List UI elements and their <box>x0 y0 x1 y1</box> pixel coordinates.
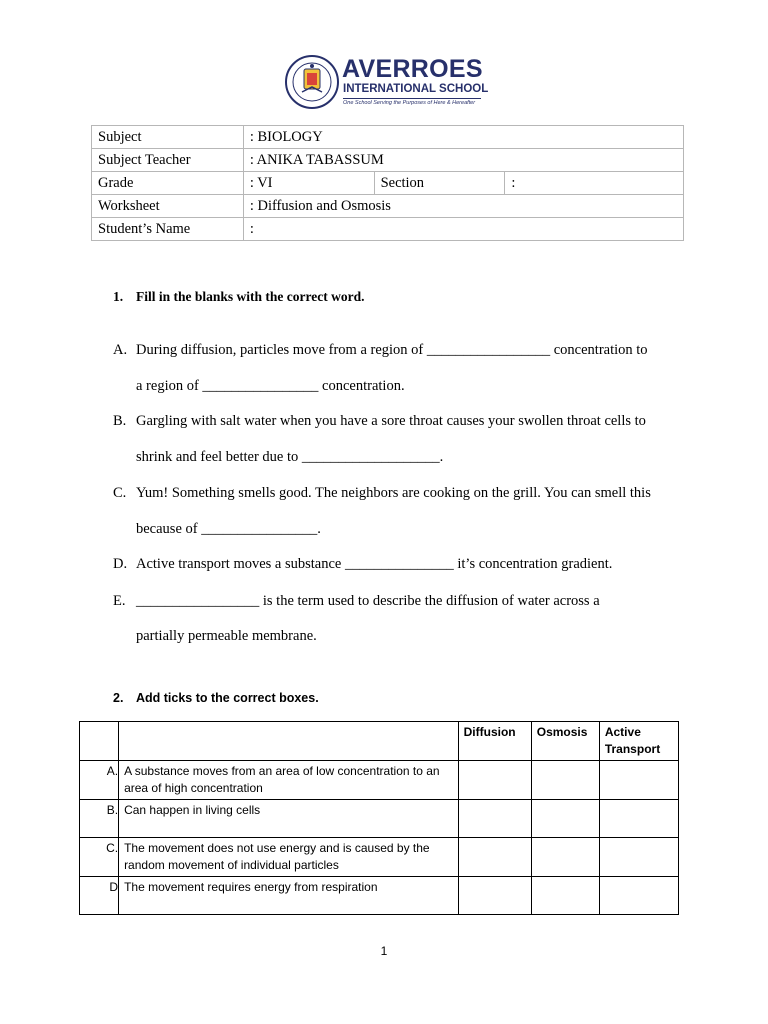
question-1-number: 1. <box>113 289 124 304</box>
table-row <box>80 800 679 838</box>
header-diffusion: Diffusion <box>458 722 531 761</box>
question-1a-line-1[interactable]: During diffusion, particles move from a region of _________________ concentration to <box>136 342 648 358</box>
grade-value[interactable]: : VI <box>243 172 374 195</box>
row-label: C. <box>80 838 119 877</box>
question-1-item-letter: C. <box>113 485 127 501</box>
question-2-number: 2. <box>113 691 124 705</box>
tick-box-active-transport[interactable] <box>599 800 678 838</box>
tick-box-diffusion[interactable] <box>458 877 531 915</box>
info-row-worksheet <box>92 195 684 218</box>
question-1d-line-1[interactable]: Active transport moves a substance _______________ it’s concentration gradient. <box>136 556 613 572</box>
school-subtitle: INTERNATIONAL SCHOOL <box>343 83 489 95</box>
question-1-item-letter: A. <box>113 342 128 358</box>
header-cell-statement <box>119 722 459 761</box>
question-2-title: Add ticks to the correct boxes. <box>136 691 319 705</box>
worksheet-label: Worksheet <box>92 195 244 218</box>
question-1-item-letter: E. <box>113 593 126 609</box>
question-1-title: Fill in the blanks with the correct word. <box>136 289 365 304</box>
row-statement: A substance moves from an area of low concentration to an area of high concentration <box>119 761 459 800</box>
school-crest-icon <box>284 54 340 110</box>
question-1e-line-1[interactable]: _________________ is the term used to describe the diffusion of water across a <box>136 593 600 609</box>
section-value[interactable]: : <box>505 172 684 195</box>
teacher-value[interactable]: : ANIKA TABASSUM <box>243 149 683 172</box>
worksheet-info-table <box>91 125 684 241</box>
school-name: AVERROES <box>342 55 483 83</box>
row-label: D <box>80 877 119 915</box>
question-1a-line-2[interactable]: a region of ________________ concentration. <box>136 378 405 394</box>
info-row-subject <box>92 126 684 149</box>
tick-box-osmosis[interactable] <box>531 838 599 877</box>
row-statement: Can happen in living cells <box>119 800 459 838</box>
row-label: B. <box>80 800 119 838</box>
student-name-label: Student’s Name <box>92 218 244 241</box>
question-1c-line-1[interactable]: Yum! Something smells good. The neighbors are cooking on the grill. You can smell this <box>136 485 651 501</box>
school-logo <box>284 54 494 112</box>
tick-box-diffusion[interactable] <box>458 838 531 877</box>
tick-box-osmosis[interactable] <box>531 800 599 838</box>
question-1-item-letter: D. <box>113 556 128 572</box>
info-row-grade <box>92 172 684 195</box>
question-1c-line-2[interactable]: because of ________________. <box>136 521 321 537</box>
school-tagline: One School Serving the Purposes of Here & Hereafter <box>343 100 476 106</box>
question-1b-line-2[interactable]: shrink and feel better due to ___________________. <box>136 449 444 465</box>
section-label: Section <box>374 172 505 195</box>
subject-value[interactable]: : BIOLOGY <box>243 126 683 149</box>
student-name-value[interactable]: : <box>243 218 683 241</box>
header-cell-empty <box>80 722 119 761</box>
table-row <box>80 838 679 877</box>
tick-box-osmosis[interactable] <box>531 761 599 800</box>
tick-table-header-row <box>80 722 679 761</box>
tick-table <box>79 721 679 915</box>
tick-box-diffusion[interactable] <box>458 800 531 838</box>
teacher-label: Subject Teacher <box>92 149 244 172</box>
row-label: A. <box>80 761 119 800</box>
header-osmosis: Osmosis <box>531 722 599 761</box>
tick-box-active-transport[interactable] <box>599 838 678 877</box>
grade-label: Grade <box>92 172 244 195</box>
tick-box-osmosis[interactable] <box>531 877 599 915</box>
table-row <box>80 761 679 800</box>
tick-box-active-transport[interactable] <box>599 761 678 800</box>
info-row-student <box>92 218 684 241</box>
table-row <box>80 877 679 915</box>
info-row-teacher <box>92 149 684 172</box>
question-1-item-letter: B. <box>113 413 127 429</box>
subject-label: Subject <box>92 126 244 149</box>
worksheet-value[interactable]: : Diffusion and Osmosis <box>243 195 683 218</box>
tick-box-active-transport[interactable] <box>599 877 678 915</box>
row-statement: The movement does not use energy and is caused by the random movement of individual particles <box>119 838 459 877</box>
tick-box-diffusion[interactable] <box>458 761 531 800</box>
question-1b-line-1[interactable]: Gargling with salt water when you have a sore throat causes your swollen throat cells to <box>136 413 646 429</box>
page-number: 1 <box>380 944 388 958</box>
question-1e-line-2: partially permeable membrane. <box>136 628 317 644</box>
header-active-transport: Active Transport <box>599 722 678 761</box>
brand-divider <box>343 98 481 99</box>
row-statement: The movement requires energy from respiration <box>119 877 459 915</box>
